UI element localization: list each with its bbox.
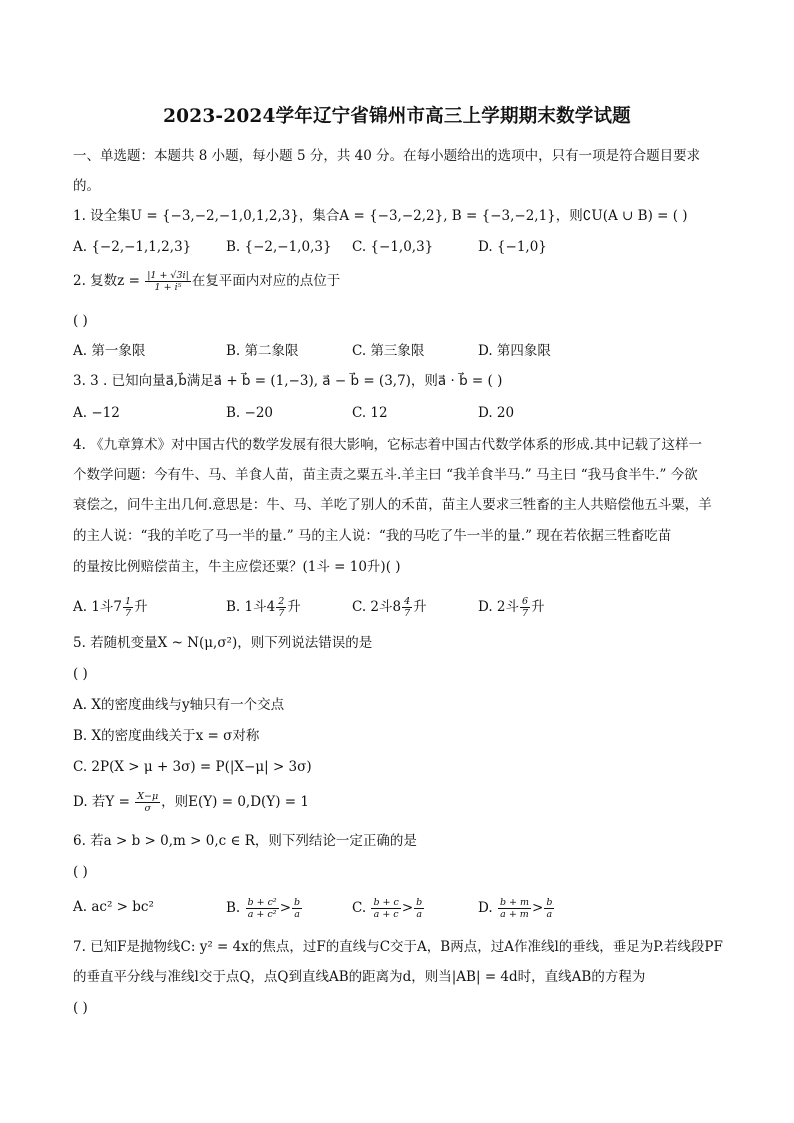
- q2-fraction-denominator: 1 + i⁵: [154, 282, 182, 293]
- q2-option-c: C. 第三象限: [352, 343, 425, 359]
- q4-option-b-denominator: 7: [278, 608, 285, 619]
- q4-option-d-fraction: [520, 596, 530, 619]
- q2-option-b: B. 第二象限: [226, 343, 299, 359]
- q4-option-b-fraction: [276, 596, 286, 619]
- q6-option-c-right-fraction: [414, 897, 424, 920]
- q6-option-d-pre: D.: [478, 900, 497, 916]
- q5-option-d-pre: D. 若Y =: [73, 794, 135, 810]
- q4-option-c-numerator: 4: [404, 596, 411, 607]
- page-title: 2023-2024学年辽宁省锦州市高三上学期期末数学试题: [163, 106, 631, 127]
- q3-option-d: D. 20: [478, 405, 515, 421]
- q1-option-a: A. {−2,−1,1,2,3}: [73, 239, 192, 255]
- q6-option-b-operator: >: [279, 900, 292, 916]
- section-instructions-line1: 一、单选题：本题共 8 小题，每小题 5 分，共 40 分。在每小题给出的选项中，只有一项是符合题目要求: [73, 148, 701, 164]
- q4-option-b-post: 升: [287, 599, 301, 615]
- q6-answer-paren: ( ): [73, 864, 88, 880]
- q4-option-c: [352, 596, 427, 619]
- q4-option-a-denominator: 7: [125, 608, 132, 619]
- q6-option-b-left-fraction: [246, 897, 279, 920]
- q4-option-a-pre: A. 1斗: [73, 599, 114, 615]
- q5-option-c: C. 2P(X > μ + 3σ) = P(|X−μ| > 3σ): [73, 759, 312, 775]
- q6-option-c-operator: >: [401, 900, 414, 916]
- q6-option-d-operator: >: [532, 900, 544, 916]
- q4-stem-line5: 的量按比例赔偿苗主，牛主应偿还粟？(1斗 = 10升)( ): [73, 559, 401, 575]
- q4-option-a-numerator: 1: [125, 596, 132, 607]
- q4-option-d-pre: D. 2斗: [478, 599, 520, 615]
- q3-stem: 3. 3 . 已知向量a⃗,b⃗满足a⃗ + b⃗ = (1,−3), a⃗ − b⃗ = (3,7)，则a⃗ · b⃗ = ( ): [73, 373, 503, 389]
- q4-option-c-fraction: [402, 596, 412, 619]
- q3-option-a: A. −12: [73, 405, 120, 421]
- q5-option-d-post: ，则E(Y) = 0,D(Y) = 1: [161, 794, 309, 810]
- q5-option-b: B. X的密度曲线关于x = σ对称: [73, 728, 260, 744]
- q6-option-b-pre: B.: [226, 900, 245, 916]
- q4-option-c-post: 升: [413, 599, 427, 615]
- section-instructions-line2: 的。: [73, 178, 100, 194]
- q5-option-d-denominator: σ: [144, 803, 151, 814]
- q6-option-d-left-fraction: [498, 897, 531, 920]
- q6-option-b-right-fraction: [292, 897, 302, 920]
- q3-option-c: C. 12: [352, 405, 388, 421]
- q2-option-d: D. 第四象限: [478, 343, 551, 359]
- q5-answer-paren: ( ): [73, 666, 88, 682]
- q4-option-c-whole: 8: [392, 599, 402, 615]
- q4-stem-line3: 衰偿之，问牛主出几何.意思是：牛、马、羊吃了别人的禾苗，苗主人要求三牲畜的主人共赔偿他五斗粟，羊: [73, 497, 712, 513]
- q7-stem-line2: 的垂直平分线与准线l交于点Q，点Q到直线AB的距离为d，则当|AB| = 4d时，直线AB的方程为: [73, 969, 646, 985]
- q4-option-b: [226, 596, 301, 619]
- q4-option-d-denominator: 7: [522, 608, 529, 619]
- q7-stem-line1: 7. 已知F是抛物线C: y² = 4x的焦点，过F的直线与C交于A，B两点，过A作准线l的垂线，垂足为P.若线段PF: [73, 939, 723, 955]
- q4-option-d-numerator: 6: [522, 596, 529, 607]
- q6-option-c-left-numerator: b + c: [373, 897, 399, 908]
- q5-option-d: [73, 791, 309, 814]
- q2-fraction-numerator: |1 + √3i|: [147, 270, 189, 281]
- q4-option-a-post: 升: [134, 599, 148, 615]
- q6-option-d-left-numerator: b + m: [499, 897, 530, 908]
- q2-fraction: [145, 270, 191, 293]
- q4-option-b-numerator: 2: [278, 596, 285, 607]
- q5-option-a: A. X的密度曲线与y轴只有一个交点: [73, 697, 285, 713]
- q4-option-d: [478, 596, 545, 619]
- q4-option-c-pre: C. 2斗: [352, 599, 393, 615]
- q2-answer-paren: ( ): [73, 313, 88, 329]
- q6-option-a: A. ac² > bc²: [73, 899, 154, 915]
- q2-stem: [73, 270, 340, 293]
- q6-option-d-right-numerator: b: [546, 897, 553, 908]
- q2-stem-post: 在复平面内对应的点位于: [191, 273, 341, 289]
- q6-option-b-right-denominator: a: [294, 909, 300, 920]
- q4-option-b-whole: 4: [266, 599, 276, 615]
- q4-stem-line4: 的主人说：“我的羊吃了马一半的量.” 马的主人说：“我的马吃了牛一半的量.” 现在若依据三牲畜吃苗: [73, 528, 672, 544]
- q7-answer-paren: ( ): [73, 1000, 88, 1016]
- q5-option-d-fraction: [135, 791, 160, 814]
- q6-option-d-right-denominator: a: [546, 909, 553, 920]
- q4-stem-line2: 个数学问题：今有牛、马、羊食人苗，苗主责之粟五斗.羊主曰 “我羊食半马.” 马主曰 “我马食半牛.” 今欲: [73, 467, 698, 483]
- q4-option-c-denominator: 7: [404, 608, 411, 619]
- q3-option-b: B. −20: [226, 405, 273, 421]
- q4-option-b-pre: B. 1斗: [226, 599, 267, 615]
- q2-stem-pre: 2. 复数z =: [73, 273, 145, 289]
- q4-stem-line1: 4. 《九章算术》对中国古代的数学发展有很大影响，它标志着中国古代数学体系的形成.其中记载了这样一: [73, 437, 702, 453]
- q1-stem: 1. 设全集U = {−3,−2,−1,0,1,2,3}，集合A = {−3,−2,2}, B = {−3,−2,1}，则∁U(A ∪ B) = ( ): [73, 208, 688, 224]
- q1-option-d: D. {−1,0}: [478, 239, 547, 255]
- q6-option-d: [478, 897, 555, 920]
- q4-option-a-fraction: [123, 596, 133, 619]
- q2-option-a: A. 第一象限: [73, 343, 146, 359]
- q6-option-c: [352, 897, 425, 920]
- q5-stem: 5. 若随机变量X ~ N(μ,σ²)，则下列说法错误的是: [73, 635, 373, 651]
- q6-option-d-right-fraction: [544, 897, 554, 920]
- q6-option-c-left-fraction: [371, 897, 400, 920]
- q5-option-d-numerator: X−μ: [137, 791, 159, 802]
- q6-option-c-pre: C.: [352, 900, 371, 916]
- q6-option-d-left-denominator: a + m: [500, 909, 529, 920]
- q6-option-c-right-denominator: a: [416, 909, 423, 920]
- q6-option-b: [226, 897, 303, 920]
- q6-option-c-right-numerator: b: [416, 897, 423, 908]
- q1-option-b: B. {−2,−1,0,3}: [226, 239, 332, 255]
- q6-option-c-left-denominator: a + c: [373, 909, 399, 920]
- q4-option-d-post: 升: [531, 599, 545, 615]
- q4-option-a-whole: 7: [113, 599, 123, 615]
- q6-option-b-left-denominator: a + c²: [247, 909, 277, 920]
- q1-option-c: C. {−1,0,3}: [352, 239, 434, 255]
- q4-option-a: [73, 596, 148, 619]
- q6-option-b-left-numerator: b + c²: [247, 897, 277, 908]
- q6-stem: 6. 若a > b > 0,m > 0,c ∈ R，则下列结论一定正确的是: [73, 833, 417, 849]
- q6-option-b-right-numerator: b: [294, 897, 301, 908]
